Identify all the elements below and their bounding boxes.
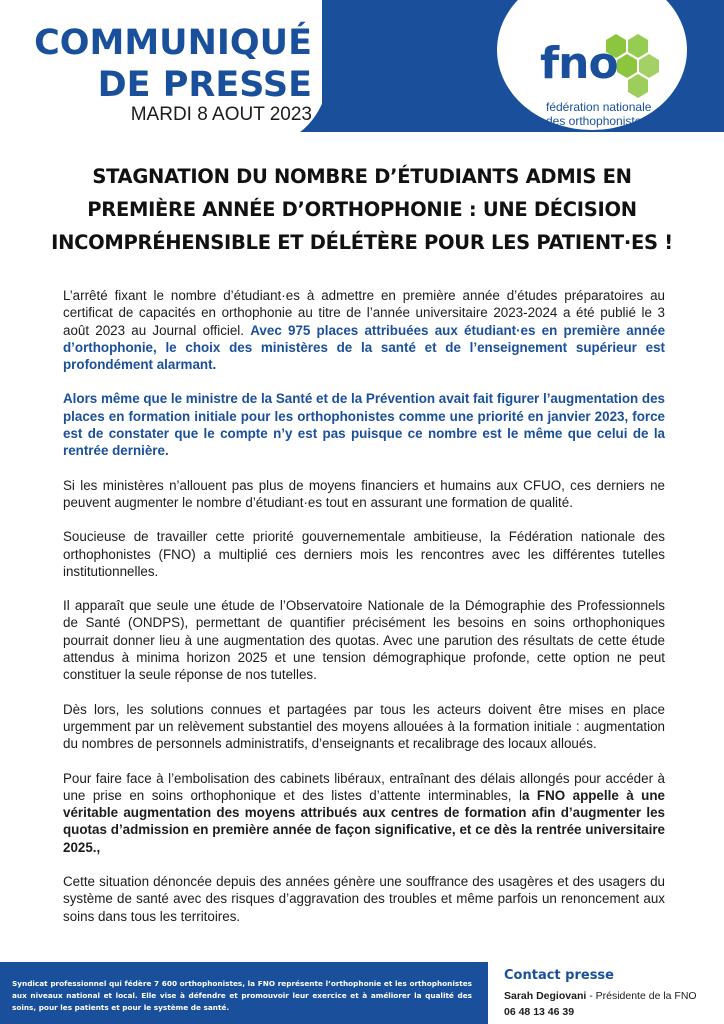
press-release-title xyxy=(0,22,312,106)
logo-subtitle-line-2: des orthophonistes xyxy=(546,114,648,128)
logo-subtitle-line-1: fédération nationale xyxy=(546,100,652,114)
paragraph-7 xyxy=(63,770,665,856)
headline-line-2: PREMIÈRE ANNÉE D’ORTHOPHONIE : UNE DÉCISION xyxy=(87,198,637,221)
paragraph-7-bold: a FNO appelle à une véritable augmentation des moyens attribués aux centres de formation afin d’augmenter les quotas d’admission en première année de façon significative, et ce dès la rentrée universitaire 2025., xyxy=(63,787,665,855)
title-line-1: COMMUNIQUÉ xyxy=(34,23,312,63)
paragraph-2: Alors même que le ministre de la Santé et de la Prévention avait fait figurer l’augmentation des places en formation initiale pour les orthophonistes comme une priorité en janvier 2023, force est de constater que le compte n’y est pas puisque ce nombre est le même que celui de la rentrée dernière. xyxy=(63,391,666,459)
footer-description: Syndicat professionnel qui fédère 7 600 orthophonistes, la FNO représente l’orthophonie et les orthophonistes aux niveaux national et local. Elle vise à défendre et promouvoir leur exercice et à améliorer la qualité des soins, pour les patients et pour le système de santé. xyxy=(12,979,472,1012)
release-date: MARDI 8 AOUT 2023 xyxy=(130,104,312,125)
title-line-2: DE PRESSE xyxy=(97,65,312,105)
logo-subtitle xyxy=(546,100,651,128)
paragraph-1-highlight: Avec 975 places attribuées aux étudiant·es en première année d’orthophonie, le choix des ministères de la santé et de l’enseignement supérieur est profondément alarmant. xyxy=(63,322,666,373)
article-body xyxy=(63,287,665,942)
paragraph-8: Cette situation dénoncée depuis des années génère une souffrance des usagères et des usagers du système de santé avec des risques d’aggravation des troubles et même parfois un renoncement aux soins dans tous les territoires. xyxy=(63,874,665,924)
headline-line-3: INCOMPRÉHENSIBLE ET DÉLÉTÈRE POUR LES PATIENT·ES ! xyxy=(51,231,673,254)
contact-title: Contact presse xyxy=(504,968,614,983)
paragraph-5: Il apparaît que seule une étude de l’Observatoire Nationale de la Démographie des Professionnels de Santé (ONDPS), permettant de quantifier précisément les besoins en soins orthophoniques pourrait donner lieu à une augmentation des quotas. Avec une parution des résultats de cette étude attendus à minima horizon 2025 et une tension démographique profonde, cette option ne peut constituer la seule réponse de nos tutelles. xyxy=(63,598,665,683)
paragraph-3: Si les ministères n’allouent pas plus de moyens financiers et humains aux CFUO, ces derniers ne peuvent augmenter le nombre d’étudiant·es tout en assurant une formation de qualité. xyxy=(63,477,665,510)
paragraph-6: Dès lors, les solutions connues et partagées par tous les acteurs doivent être mises en place urgemment par un relèvement substantiel des moyens allouées à la formation initiale : augmentation du nombres de personnels administratifs, d’enseignants et recalibrage des locaux alloués. xyxy=(63,701,665,752)
headline xyxy=(40,160,684,259)
contact-role: - Présidente de la FNO xyxy=(586,990,697,1002)
contact-name: Sarah Degiovani xyxy=(504,990,587,1002)
headline-line-1: STAGNATION DU NOMBRE D’ÉTUDIANTS ADMIS EN xyxy=(92,165,632,188)
contact-phone[interactable]: 06 48 13 46 39 xyxy=(504,1006,575,1018)
logo-wordmark: fno xyxy=(540,38,618,89)
paragraph-1 xyxy=(63,287,665,373)
paragraph-7-text: Pour faire face à l’embolisation des cabinets libéraux, entraînant des délais allongés pour accéder à une prise en soins orthophonique et des listes d’attente interminables, l xyxy=(63,770,665,803)
contact-person xyxy=(504,990,697,1002)
paragraph-1-text: L’arrêté fixant le nombre d’étudiant·es à admettre en première année d’études préparatoires au certificat de capacités en orthophonie au titre de l’année universitaire 2023-2024 a été publié le 3 août 2023 au Journal officiel. xyxy=(63,288,665,338)
paragraph-4: Soucieuse de travailler cette priorité gouvernementale ambitieuse, la Fédération nationale des orthophonistes (FNO) a multiplié ces derniers mois les rencontres avec les différentes tutelles institutionnelles. xyxy=(63,529,665,579)
